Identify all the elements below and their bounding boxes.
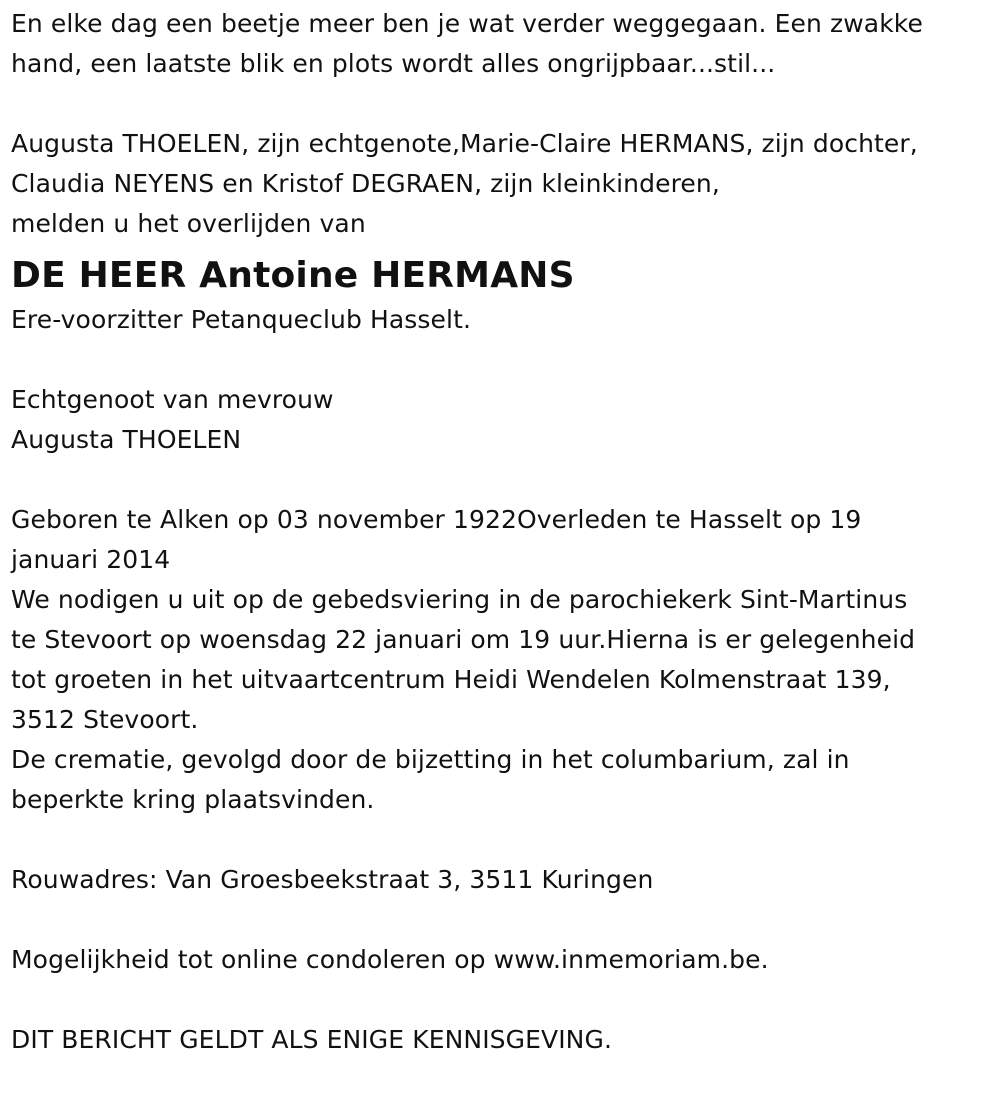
spacer [11, 84, 986, 124]
sole-notice: DIT BERICHT GELDT ALS ENIGE KENNISGEVING. [11, 1025, 612, 1054]
details-line-5: tot groeten in het uitvaartcentrum Heidi Wendelen Kolmenstraat 139, [11, 665, 891, 694]
intro-line-2: hand, een laatste blik en plots wordt alles ongrijpbaar...stil... [11, 49, 776, 78]
obituary-notice [11, 4, 986, 1060]
deceased-role: Ere-voorzitter Petanqueclub Hasselt. [11, 305, 472, 334]
spacer [11, 900, 986, 940]
spacer [11, 340, 986, 380]
details-line-8: beperkte kring plaatsvinden. [11, 785, 375, 814]
details-line-6: 3512 Stevoort. [11, 705, 199, 734]
details-line-1: Geboren te Alken op 03 november 1922Overleden te Hasselt op 19 [11, 505, 862, 534]
family-line-2: Claudia NEYENS en Kristof DEGRAEN, zijn kleinkinderen, [11, 169, 720, 198]
deceased-name: DE HEER Antoine HERMANS [11, 255, 575, 296]
spacer [11, 980, 986, 1020]
spouse-line-1: Echtgenoot van mevrouw [11, 385, 334, 414]
details-line-7: De crematie, gevolgd door de bijzetting in het columbarium, zal in [11, 745, 850, 774]
details-line-4: te Stevoort op woensdag 22 januari om 19 uur.Hierna is er gelegenheid [11, 625, 916, 654]
details-line-2: januari 2014 [11, 545, 171, 574]
family-line-1: Augusta THOELEN, zijn echtgenote,Marie-Claire HERMANS, zijn dochter, [11, 129, 918, 158]
details-line-3: We nodigen u uit op de gebedsviering in de parochiekerk Sint-Martinus [11, 585, 908, 614]
spacer [11, 460, 986, 500]
family-line-3: melden u het overlijden van [11, 209, 366, 238]
intro-line-1: En elke dag een beetje meer ben je wat verder weggegaan. Een zwakke [11, 9, 923, 38]
mourning-address: Rouwadres: Van Groesbeekstraat 3, 3511 Kuringen [11, 865, 654, 894]
spouse-line-2: Augusta THOELEN [11, 425, 242, 454]
online-condolence: Mogelijkheid tot online condoleren op www.inmemoriam.be. [11, 945, 769, 974]
spacer [11, 820, 986, 860]
